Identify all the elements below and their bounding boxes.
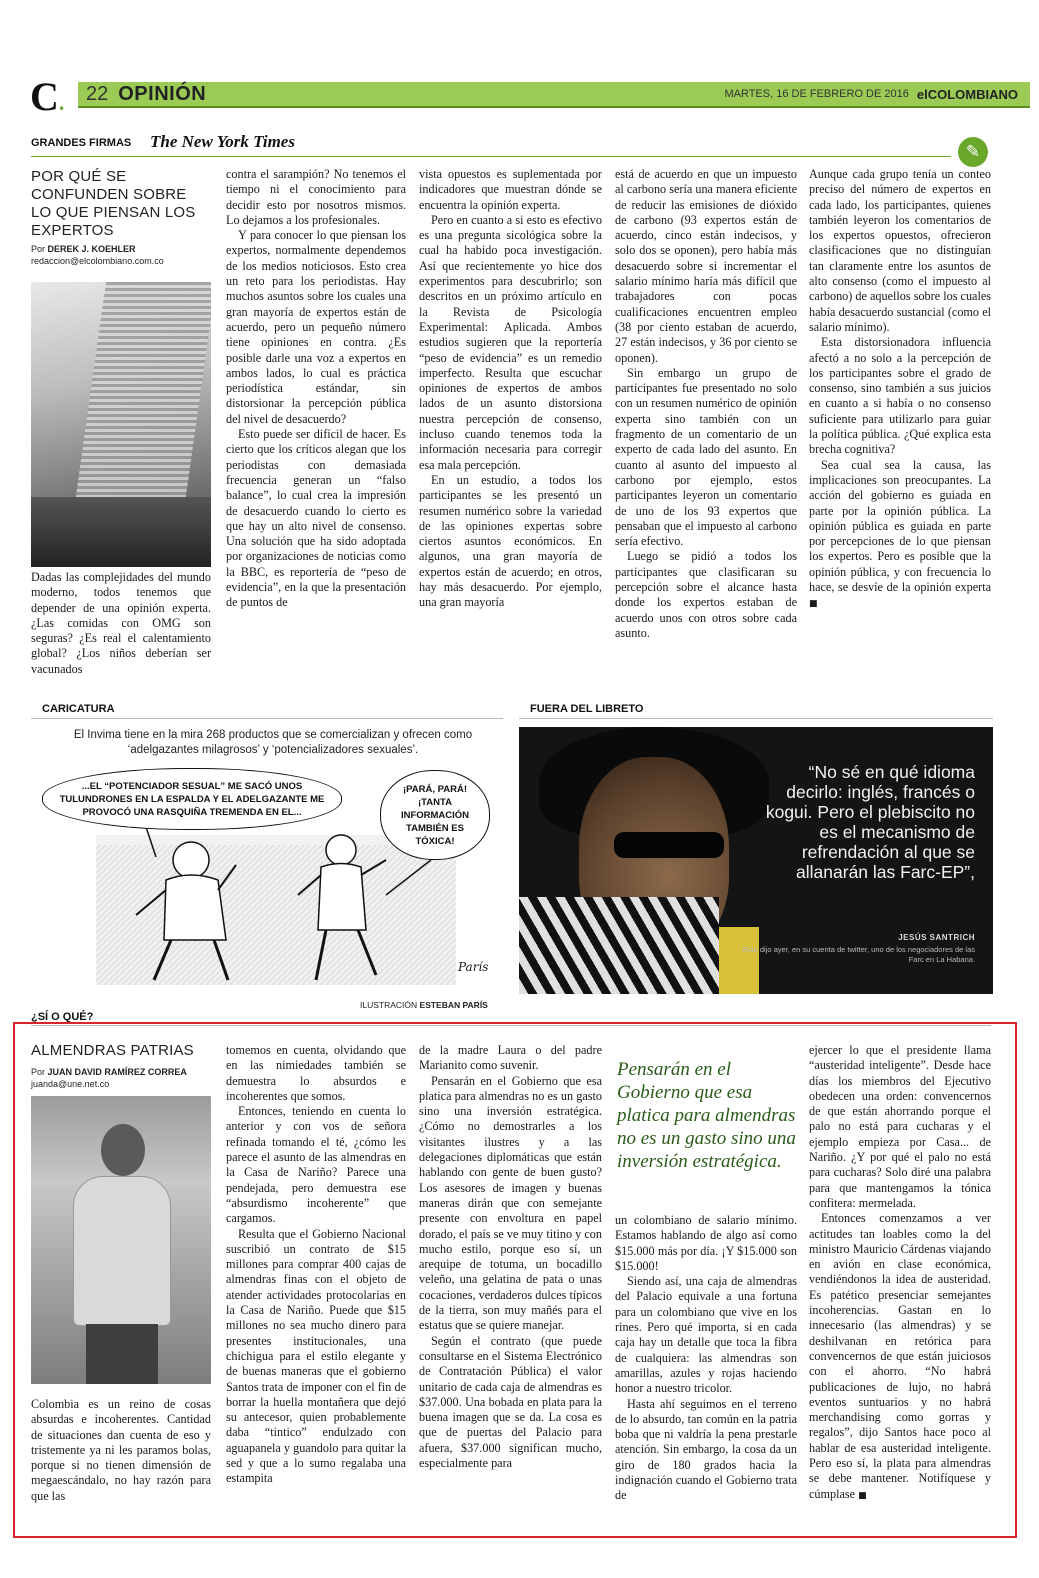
pen-icon: ✎: [958, 137, 988, 167]
article-column-2: contra el sarampión? No tenemos el tiempo ni el conocimiento para decidir esto por nosotros mismos. Lo dejamos a los profesionales. Y para conocer lo que piensan los expertos, normalmente dependemos de los medios noticiosos. Esto crea un reto para los periodistas. Hay muchos asuntos sobre los cuales una gran mayoría de expertos están de acuerdo, pero un pequeño número tiene opiniones en contra. ¿Es posible darle una voz a expertos en ambos lados, lo cual es práctica periodística estándar, sin distorsionar la percepción pública del nivel de desacuerdo? Esto puede ser difícil de hacer. Es cierto que los críticos alegan que los periodistas con demasiada frecuencia generan un “falso balance”, lo cual crea la impresión de desacuerdo cuando lo cierto es que hay un alto nivel de consenso. Una solución que ha sido adoptada por organizaciones de noticias como la BBC, es reportería de “peso de evidencia”, en la que la presentación de puntos de: [226, 167, 406, 610]
author-email: redaccion@elcolombiano.com.co: [31, 256, 164, 266]
author-email: juanda@une.net.co: [31, 1079, 110, 1089]
divider: [31, 156, 951, 157]
newspaper-logo: C.: [30, 74, 65, 119]
brand-name: elCOLOMBIANO: [916, 86, 1018, 102]
article-byline: Por JUAN DAVID RAMÍREZ CORREA juanda@une.net.co: [31, 1067, 187, 1089]
grandes-firmas-kicker: GRANDES FIRMAS: [31, 137, 132, 149]
article-column-3: vista opuestos es suplementada por indicadores que muestran dónde se encuentra la opinión experta. Pero en cuanto a si esto es efectivo es una pregunta sicológica sobre la cual ha habido poca investigación. Así que recientemente yo hice dos experimentos para descubrirlo; son descritos en un próximo artículo en la Revista de Psicología Experimental: Aplicada. Ambos estudios sugieren que la reportería “peso de evidencia” es un remedio imperfecto. Resulta que escuchar opiniones de expertos de ambos lados de un asunto distorsiona nuestra percepción de consenso, incluso cuando tenemos toda la información necesaria para corregir esa mala percepción. En un estudio, a todos los participantes se les presentó un resumen numérico sobre la variedad de las opiniones expertas sobre ciertos asuntos económicos. En algunos, una gran mayoría de expertos están de acuerdo; en otros, hay más desacuerdo. Por ejemplo, una gran mayoría: [419, 167, 602, 610]
article-headline: POR QUÉ SE CONFUNDEN SOBRE LO QUE PIENSAN LOS EXPERTOS: [31, 168, 196, 239]
article-byline: Por DEREK J. KOEHLER redaccion@elcolombiano.com.co: [31, 244, 164, 266]
article-column-5: ejercer lo que el presidente llama “austeridad inteligente”. Desde hace días los miembros del Ejecutivo obedecen una orden: convencernos de que están ahorrando porque el palo no está para cucharas y el ejemplo empieza por Casa... de Nariño. ¿Y por qué el palo no está para cucharas? Solo diré una palabra para que mantengamos la tónica confitera: mermelada. Entonces comenzamos a ver actitudes tan loables como la del ministro Mauricio Cárdenas viajando en avión en clase económica, vendiéndonos la idea de austeridad. Es patético presenciar semejantes incoherencias. Gastan en lo innecesario (las almendras) y se deshilvanan en retórica para convencernos de que están juiciosos con el ahorro. “No habrá publicaciones de lujo, no habrá eventos suntuarios y no habrá merchandising como gorras y regalos”, dijo Santos hace poco al hablar de esa austeridad inteligente. Pero eso sí, la plata para almendras se debe mantener. Notifíquese y cúmplase ■: [809, 1043, 991, 1501]
article-column-3: de la madre Laura o del padre Marianito como suvenir. Pensarán en el Gobierno que esa platica para almendras no es un gasto sino una inversión estratégica. ¿Cómo no demostrarles a los visitantes ilustres y a las delegaciones diplomáticas que están hablando con gente de buen gusto? Los asesores de imagen y buenas maneras dirán que con semejante presente con envoltura en papel dorado, el país se ve muy titino y con mucho estilo, porque eso sí, un arequipe de totuma, un bocadillo veleño, una gelatina de pata o unas cocaciones, verdaderos dulces típicos de la tierra, son muy mañés para el estatus que se quiere manejar. Según el contrato (que puede consultarse en el Sistema Electrónico de Contratación Pública) el valor unitario de cada caja de almendras es $37.000. Una bobada en plata para la buena imagen que se da. La cosa es que de puertas del Palacio para afuera, $37.000 significan mucho, especialmente para: [419, 1043, 602, 1471]
pull-quote: “No sé en qué idioma decirlo: inglés, francés o kogui. Pero el plebiscito no es el mecanismo de refrendación al que se allanarán las Farc-EP”,: [765, 762, 975, 882]
building-photo: [31, 282, 211, 567]
speech-bubble-left: ...EL “POTENCIADOR SESUAL” ME SACÓ UNOS TULUNDRONES EN LA ESPALDA Y EL ADELGAZANTE ME PROVOCÓ UNA RASQUIÑA TREMENDA EN EL...: [42, 768, 342, 830]
article-column-1: Dadas las complejidades del mundo moderno, todos tenemos que depender de una opinión experta. ¿Las comidas con OMG son seguras? ¿Es real el calentamiento global? ¿Los niños deberían ser vacunados: [31, 570, 211, 676]
section-title: OPINIÓN: [118, 82, 207, 105]
cartoonist-signature: París: [458, 960, 489, 974]
divider: [31, 718, 503, 719]
issue-date: MARTES, 16 DE FEBRERO DE 2016: [724, 88, 909, 100]
article-column-4: un colombiano de salario mínimo. Estamos hablando de algo así como $15.000 más por día. ¡Y $15.000 son $15.000! Siendo así, una caja de almendras del Palacio equivale a una fortuna para un colombiano que vive en los rines. Pero qué importa, si en cada caja hay un detalle que toca la fibra de cualquiera: las almendras son amarillas, azules y rojas haciendo honor a nuestro tricolor. Hasta ahí seguimos en el terreno de lo absurdo, tan común en la patria boba que ni valdría la pena prestarle atención. Sin embargo, la cosa da un giro de 180 grados hacia la indignación cuando el Gobierno trata de: [615, 1213, 797, 1503]
fuera-del-libreto-kicker: FUERA DEL LIBRETO: [530, 703, 644, 715]
caricatura-kicker: CARICATURA: [42, 703, 115, 715]
article-headline: ALMENDRAS PATRIAS: [31, 1042, 194, 1059]
cartoon-caption: El Invima tiene en la mira 268 productos que se comercializan y ofrecen como ‘adelgazantes milagrosos’ y ‘potencializadores sexuales’.: [73, 729, 473, 756]
quote-description: Esto dijo ayer, en su cuenta de twitter, uno de los negociadores de las Farc en La Habana.: [742, 945, 975, 964]
article-column-2: tomemos en cuenta, olvidando que en las nimiedades también se demuestra lo absurdos e incoherentes que somos. Entonces, teniendo en cuenta lo anterior y con vos de señora refinada tomando el té, ¿cómo les parece el asunto de las almendras en la Casa de Nariño? Parece una pendejada, pero demuestra ese “absurdismo incoherente” que cargamos. Resulta que el Gobierno Nacional suscribió un contrato de $15 millones para comprar 400 cajas de almendras finas con el objeto de atender actividades protocolarias en la Casa de Nariño. Puede que $15 millones no sea mucho dinero para presentes institucionales, una chichigua para el estilo elegante y de buenas maneras que el gobierno Santos trata de imponer con el fin de borrar la huella montañera que dejó su antecesor, quien probablemente daba “tintico” endulzado con aguapanela y guandolo para quitar la sed y que a lo sumo regalaba una estampita: [226, 1043, 406, 1486]
author-photo: [31, 1096, 211, 1384]
section-header-bar: [78, 82, 1030, 108]
si-o-que-kicker: ¿SÍ O QUÉ?: [31, 1011, 94, 1023]
nyt-partner-logo: The New York Times: [150, 132, 295, 151]
illustration-credit: ILUSTRACIÓN ESTEBAN PARÍS: [360, 1000, 488, 1010]
article-column-1: Colombia es un reino de cosas absurdas e incoherentes. Cantidad de situaciones dan cuenta de eso y tristemente ya ni les paramos bolas, porque si no tienen dimensión de megaescándalo, no hay razón para que las: [31, 1397, 211, 1503]
end-mark: ■: [858, 1490, 867, 1501]
speech-bubble-right: ¡PARÁ, PARÁ! ¡TANTA INFORMACIÓN TAMBIÉN ES TÓXICA!: [380, 770, 490, 860]
page-number: 22: [86, 82, 109, 105]
pull-quote: Pensarán en el Gobierno que esa platica para almendras no es un gasto sino una inversión estratégica.: [617, 1059, 796, 1172]
divider: [519, 718, 993, 719]
quote-author: JESÚS SANTRICH: [898, 933, 975, 942]
article-column-5: Aunque cada grupo tenía un conteo preciso del número de expertos en cada lado, los participantes, quienes también leyeron los comentarios de los expertos opuestos, ofrecieron clasificaciones que no distinguían tan claramente entre los asuntos de alto consenso (como el impuesto al carbono) de aquellos sobre los cuales había desacuerdo sustancial (como el salario mínimo). Esta distorsionadora influencia afectó a no solo a la percepción de los participantes sobre el grado de consenso, sino también a sus juicios en cuanto a si había o no consenso suficiente para utilizarlo para guiar la política pública. ¿Qué explica esta brecha cognitiva? Sea cual sea la causa, las implicaciones son preocupantes. La acción del gobierno es guiada en parte por la opinión pública. La opinión pública es guiada en parte por percepciones de lo que piensan los expertos. Pero es posible que la opinión pública, y con frecuencia lo hace, se desvíe de la opinión experta ■: [809, 167, 991, 610]
article-column-4: está de acuerdo en que un impuesto al carbono sería una manera eficiente de reducir las emisiones de dióxido de carbono (93 expertos están de acuerdo, cinco están indecisos, y solo dos se oponen), pero había más desacuerdo sobre si incrementar el salario mínimo haría más difícil que trabajadores con pocas cualificaciones encuentren empleo (38 por ciento estaban de acuerdo, 27 están indecisos, y 36 por ciento se oponen). Sin embargo un grupo de participantes fue presentado no solo con un resumen numérico de opinión experta sino también con un fragmento de un comentario de un experto de cada lado del asunto. En cuanto al asunto del impuesto al carbono por ejemplo, estos participantes leyeron un comentario de uno de los 93 expertos que pensaban que el impuesto al carbono sería efectivo. Luego se pidió a todos los participantes que clasificaran su percepción sobre el alcance hasta donde los expertos estaban de acuerdo unos con otros sobre cada asunto.: [615, 167, 797, 640]
end-mark: ■: [809, 599, 818, 610]
